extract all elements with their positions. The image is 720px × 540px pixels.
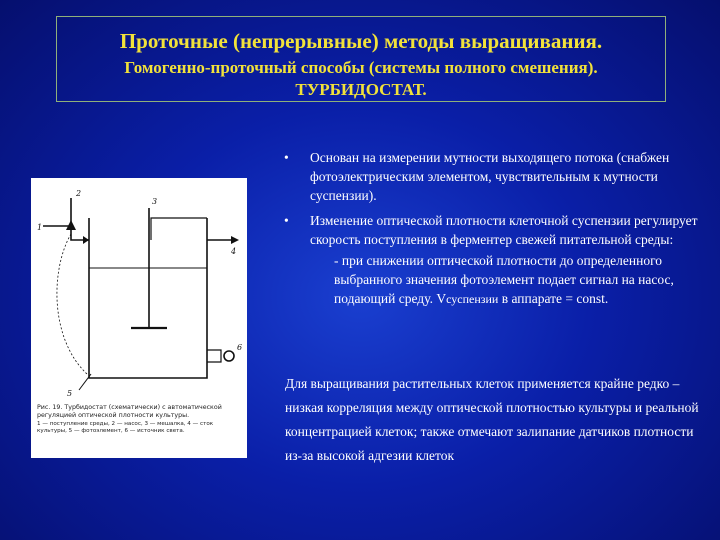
inlet-arrow: [83, 236, 89, 244]
sub-point: [310, 251, 702, 309]
bullet-text: Изменение оптической плотности клеточной суспензии регулирует скорость поступления в ферментер свежей питательной среды:: [310, 213, 698, 247]
outlet-arrow: [231, 236, 239, 244]
sensor-wire: [79, 374, 91, 390]
closing-paragraph: Для выращивания растительных клеток применяется крайне редко – низкая корреляция между оптической плотностью культуры и реальной концентрацией клеток; также отмечают залипание датчиков плотности из-за высокой адгезии клеток: [285, 376, 699, 463]
turbidostat-diagram: [31, 178, 247, 403]
caption-title: Рис. 19. Турбидостат (схематически) с автоматической регуляцией оптической плотности культуры.: [37, 404, 222, 419]
bullet-item: [282, 211, 702, 309]
light-source: [224, 351, 234, 361]
photo-tube: [207, 350, 221, 362]
bullet-marker: •: [284, 213, 289, 228]
label-4: 4: [231, 247, 237, 256]
bullet-marker: •: [284, 150, 289, 165]
title-line-1: Проточные (непрерывные) методы выращивания.: [119, 29, 603, 53]
sub-point-text: - при снижении оптической плотности до определенного выбранного значения фотоэлемент подает сигнал на насос, подающий среду. V: [334, 253, 674, 306]
caption-legend: 1 — поступление среды, 2 — насос, 3 — мешалка, 4 — сток культуры, 5 — фотоэлемент, 6 — источник света.: [37, 421, 214, 435]
title-line-3: ТУРБИДОСТАТ.: [295, 80, 427, 99]
sub-point-label: суспензии: [446, 292, 499, 306]
title-box: [56, 16, 666, 102]
label-5: 5: [67, 389, 73, 398]
overflow-line: [151, 218, 207, 240]
label-2: 2: [76, 189, 82, 198]
label-3: 3: [152, 197, 158, 206]
turbidostat-figure: [31, 178, 247, 458]
title-line-2: Гомогенно-проточный способы (системы полного смешения).: [124, 58, 598, 77]
bullet-list: [282, 148, 702, 315]
label-1: 1: [37, 223, 43, 232]
inlet-pipe: [43, 226, 89, 240]
pump-arrow: [66, 220, 76, 230]
label-6: 6: [237, 343, 243, 352]
figure-caption: [37, 404, 243, 435]
vessel-outline: [89, 218, 207, 378]
control-line: [57, 234, 87, 374]
bullet-text: Основан на измерении мутности выходящего потока (снабжен фотоэлектрическим элементом, чувствительным к мутности суспензии).: [310, 150, 670, 203]
sub-point-tail: в аппарате = const.: [498, 291, 609, 306]
bullet-item: [282, 148, 702, 205]
